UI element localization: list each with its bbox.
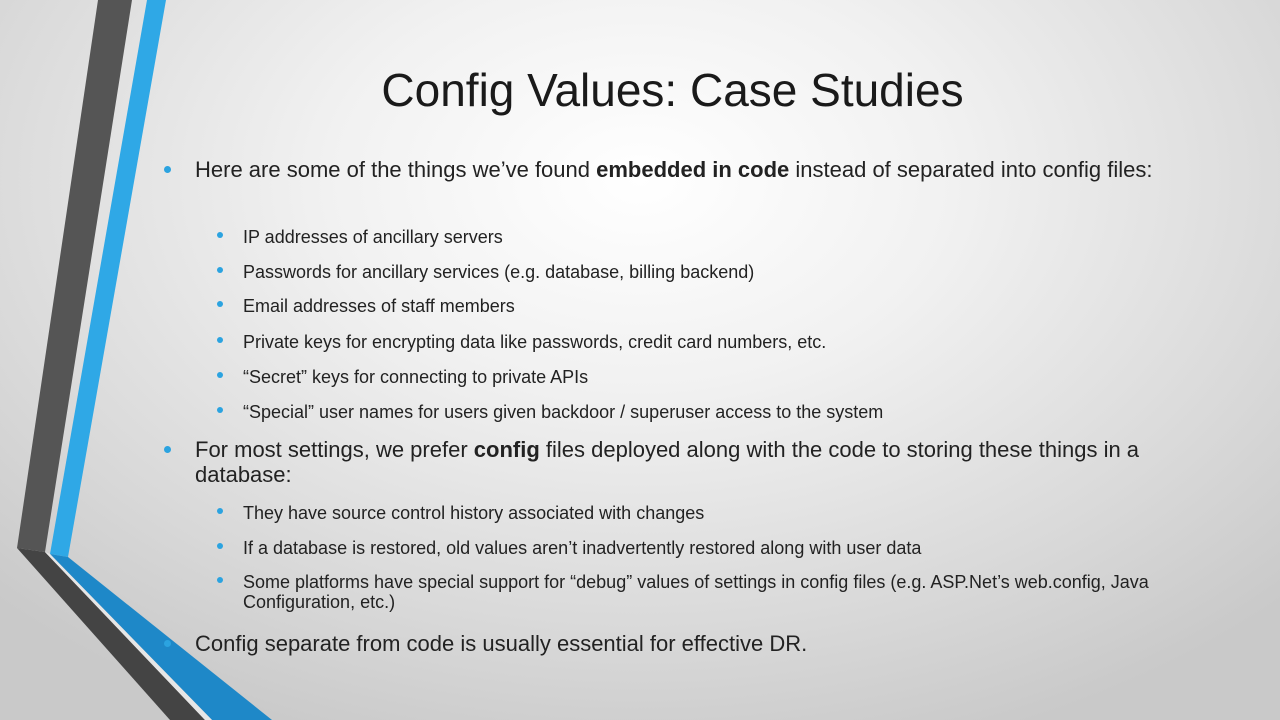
sub-bullet-text: Private keys for encrypting data like passwords, credit card numbers, etc. <box>243 332 827 352</box>
bullet-embedded-in-code <box>160 157 1153 182</box>
bullet-config-separate <box>160 631 807 656</box>
sub-bullet <box>160 538 921 558</box>
sub-bullet <box>160 262 754 282</box>
bullet-bold-text: embedded in code <box>596 157 790 182</box>
sub-bullet-text: “Special” user names for users given backdoor / superuser access to the system <box>243 402 884 422</box>
sub-bullet-dot <box>217 337 223 343</box>
sub-bullet <box>160 572 1160 612</box>
sub-bullet <box>160 332 826 352</box>
sub-bullet-text: Passwords for ancillary services (e.g. database, billing backend) <box>243 262 755 282</box>
bullet-dot <box>164 446 171 453</box>
sub-bullet-dot <box>217 372 223 378</box>
bullet-bold-text: config <box>473 437 540 462</box>
bullet-text: instead of separated into config files: <box>789 157 1153 182</box>
sub-bullet-dot <box>217 407 223 413</box>
bullet-dot <box>164 166 171 173</box>
bullet-dot <box>164 640 171 647</box>
sub-bullet-dot <box>217 301 223 307</box>
bullet-text: Config separate from code is usually essential for effective DR. <box>195 631 808 656</box>
sub-bullet-text: If a database is restored, old values aren’t inadvertently restored along with user data <box>243 538 922 558</box>
sub-bullet-text: They have source control history associated with changes <box>243 503 705 523</box>
sub-bullet-dot <box>217 267 223 273</box>
sub-bullet <box>160 296 515 316</box>
sub-bullet-dot <box>217 577 223 583</box>
sub-bullet <box>160 227 503 247</box>
sub-bullet <box>160 503 704 523</box>
slide-title: Config Values: Case Studies <box>381 64 964 116</box>
sub-bullet <box>160 402 883 422</box>
sub-bullet-text: Some platforms have special support for “debug” values of settings in config files (e.g. ASP.Net’s web.config, Java Configuration, etc.) <box>243 572 1149 612</box>
sub-bullet-text: Email addresses of staff members <box>243 296 515 316</box>
sub-bullet-dot <box>217 508 223 514</box>
bullet-prefer-config <box>160 437 1160 487</box>
bullet-text: For most settings, we prefer <box>195 437 474 462</box>
sub-bullet <box>160 367 588 387</box>
bullet-text: files deployed along with the code to storing these things in a database: <box>195 437 1140 487</box>
sub-bullet-text: “Secret” keys for connecting to private APIs <box>243 367 589 387</box>
bullet-text: Here are some of the things we’ve found <box>195 157 597 182</box>
sub-bullet-dot <box>217 232 223 238</box>
sub-bullet-dot <box>217 543 223 549</box>
sub-bullet-text: IP addresses of ancillary servers <box>243 227 503 247</box>
